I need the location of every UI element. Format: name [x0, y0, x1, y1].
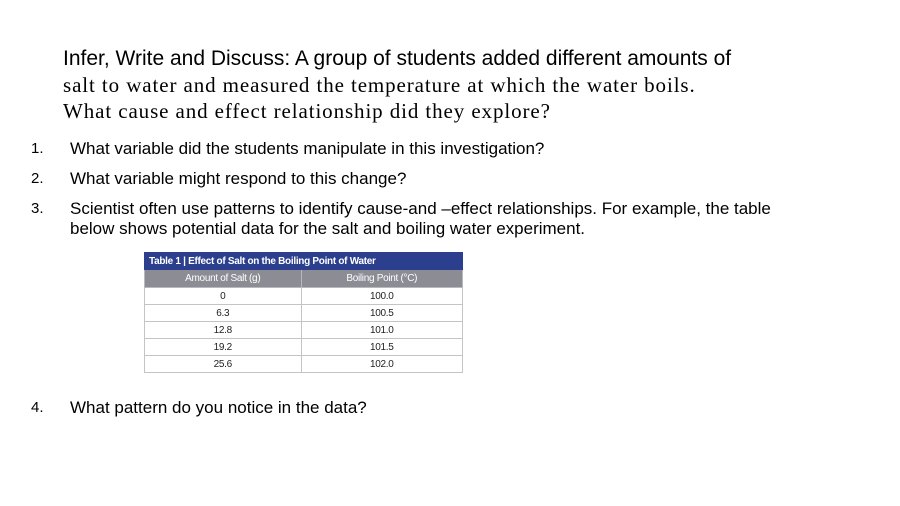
boiling-point-cell: 100.0 — [301, 288, 462, 305]
salt-cell: 6.3 — [145, 305, 302, 322]
table-header-row — [145, 270, 463, 288]
column-header-boiling-point: Boiling Point (°C) — [301, 270, 462, 288]
table-row — [145, 305, 463, 322]
question-text-line-2: below shows potential data for the salt and boiling water experiment. — [70, 219, 586, 238]
question-text: What variable might respond to this change? — [70, 169, 407, 188]
table-row — [145, 322, 463, 339]
salt-cell: 0 — [145, 288, 302, 305]
salt-cell: 12.8 — [145, 322, 302, 339]
question-number: 3. — [31, 200, 44, 217]
salt-cell: 25.6 — [145, 356, 302, 373]
question-number: 2. — [31, 170, 44, 187]
table-row — [145, 356, 463, 373]
table-caption-row — [145, 253, 463, 270]
boiling-point-cell: 101.0 — [301, 322, 462, 339]
question-text — [70, 199, 870, 239]
boiling-point-cell: 101.5 — [301, 339, 462, 356]
question-text: What pattern do you notice in the data? — [70, 398, 367, 417]
title-line-1: Infer, Write and Discuss: A group of students added different amounts of — [63, 47, 732, 70]
question-text-line-1: Scientist often use patterns to identify cause-and –effect relationships. For example, the table — [70, 199, 771, 218]
question-text: What variable did the students manipulate in this investigation? — [70, 139, 545, 158]
table-row — [145, 288, 463, 305]
title-line-3: What cause and effect relationship did they explore? — [63, 99, 551, 123]
salt-cell: 19.2 — [145, 339, 302, 356]
boiling-point-cell: 102.0 — [301, 356, 462, 373]
salt-boiling-point-table — [144, 252, 463, 373]
boiling-point-cell: 100.5 — [301, 305, 462, 322]
question-number: 1. — [31, 140, 44, 157]
question-number: 4. — [31, 399, 44, 416]
title-line-2: salt to water and measured the temperature at which the water boils. — [63, 73, 696, 97]
slide-title — [63, 46, 863, 124]
table-row — [145, 339, 463, 356]
column-header-salt: Amount of Salt (g) — [145, 270, 302, 288]
table-caption: Table 1 | Effect of Salt on the Boiling Point of Water — [145, 253, 463, 270]
